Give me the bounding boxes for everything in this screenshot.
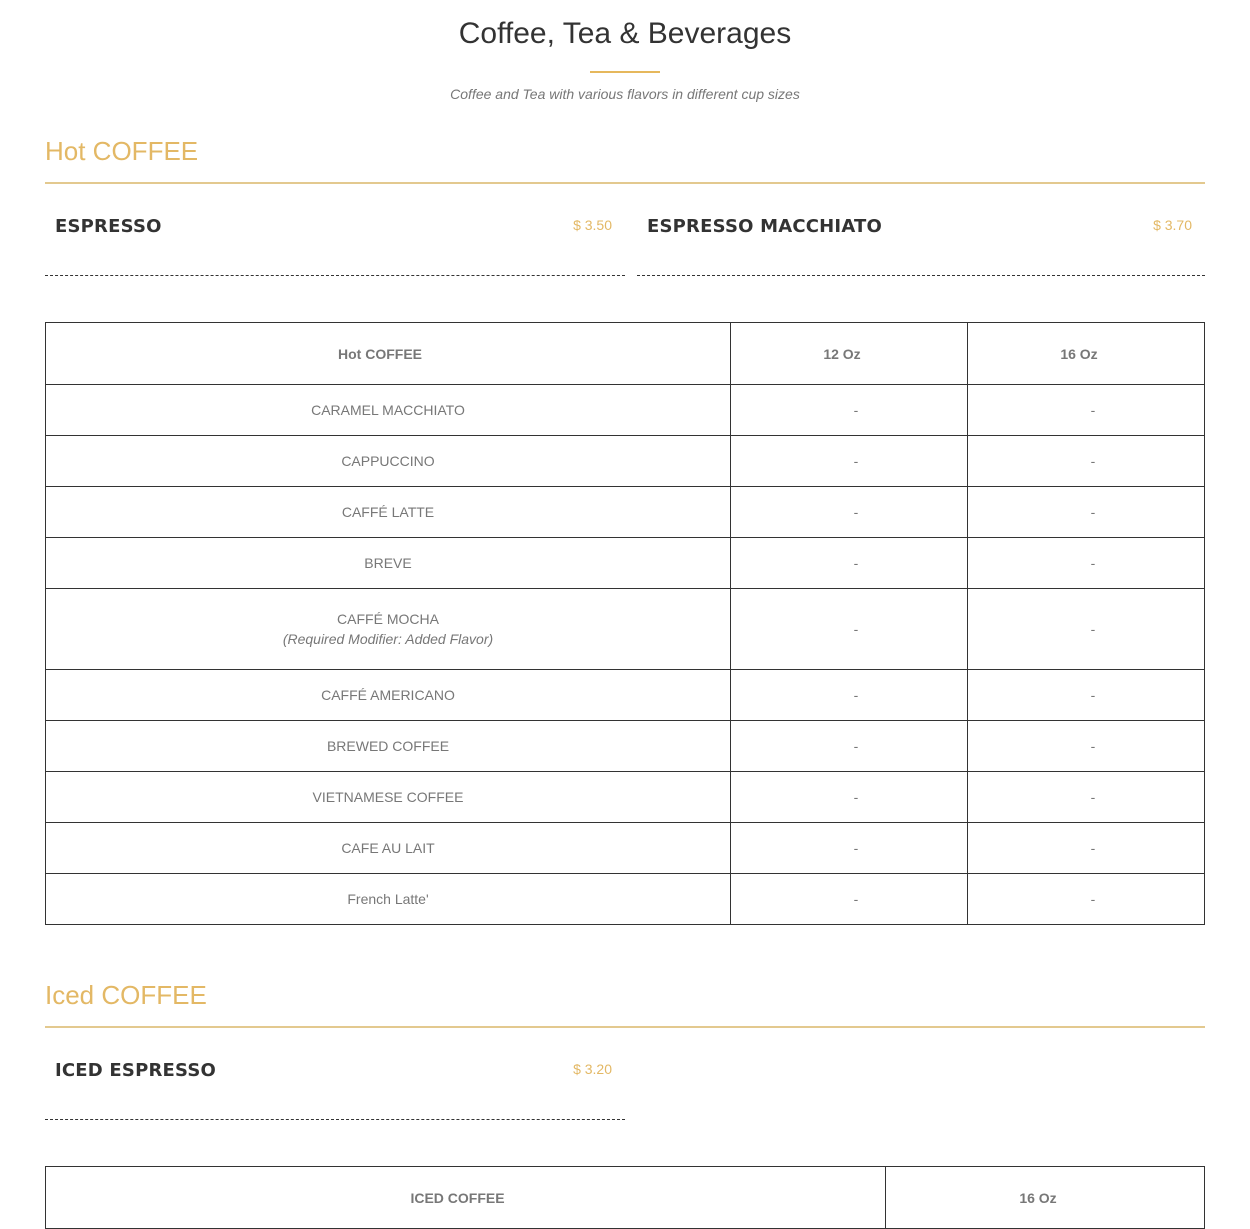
drink-cell [46, 589, 731, 670]
table-header-row [46, 323, 1205, 385]
section-title-hot-coffee: Hot COFFEE [45, 136, 199, 166]
price-12oz: - [731, 874, 968, 925]
item-name: ESPRESSO MACCHIATO [647, 216, 883, 237]
price-12oz: - [731, 538, 968, 589]
drink-name: CAFE AU LAIT [46, 823, 731, 874]
table-row[interactable] [46, 436, 1205, 487]
table-row[interactable] [46, 487, 1205, 538]
title-divider [590, 71, 660, 73]
table-row[interactable] [46, 772, 1205, 823]
item-price: $ 3.50 [573, 217, 612, 233]
menu-item-espresso[interactable] [45, 184, 625, 276]
table-row[interactable] [46, 823, 1205, 874]
price-12oz: - [731, 589, 968, 670]
price-16oz: - [968, 436, 1205, 487]
column-header-item: ICED COFFEE [46, 1167, 886, 1229]
price-16oz: - [968, 772, 1205, 823]
price-12oz: - [731, 436, 968, 487]
table-row[interactable] [46, 874, 1205, 925]
menu-item-espresso-macchiato[interactable] [637, 184, 1205, 276]
price-16oz: - [968, 589, 1205, 670]
drink-name: CAPPUCCINO [46, 436, 731, 487]
price-16oz: - [968, 823, 1205, 874]
price-12oz: - [731, 487, 968, 538]
drink-name: BREWED COFFEE [46, 721, 731, 772]
table-row[interactable] [46, 670, 1205, 721]
price-16oz: - [968, 385, 1205, 436]
section-title-iced-coffee: Iced COFFEE [45, 980, 207, 1010]
table-row[interactable] [46, 721, 1205, 772]
drink-name: CAFFÉ MOCHA [337, 611, 439, 627]
table-row[interactable] [46, 589, 1205, 670]
hot-coffee-price-table [45, 322, 1205, 925]
price-12oz: - [731, 823, 968, 874]
column-header-16oz: 16 Oz [886, 1167, 1205, 1229]
item-price: $ 3.70 [1153, 217, 1192, 233]
drink-name: CAFFÉ LATTE [46, 487, 731, 538]
table-row[interactable] [46, 538, 1205, 589]
price-16oz: - [968, 538, 1205, 589]
price-12oz: - [731, 721, 968, 772]
drink-name: French Latte' [46, 874, 731, 925]
column-header-item: Hot COFFEE [46, 323, 731, 385]
price-16oz: - [968, 670, 1205, 721]
drink-name: BREVE [46, 538, 731, 589]
price-12oz: - [731, 385, 968, 436]
price-12oz: - [731, 670, 968, 721]
price-16oz: - [968, 721, 1205, 772]
table-header-row [46, 1167, 1205, 1229]
page-title: Coffee, Tea & Beverages [458, 17, 792, 50]
drink-name: CAFFÉ AMERICANO [46, 670, 731, 721]
iced-coffee-price-table [45, 1166, 1205, 1229]
price-12oz: - [731, 772, 968, 823]
drink-modifier-note: (Required Modifier: Added Flavor) [282, 631, 494, 647]
drink-name: VIETNAMESE COFFEE [46, 772, 731, 823]
menu-item-iced-espresso[interactable] [45, 1028, 625, 1120]
price-16oz: - [968, 487, 1205, 538]
item-price: $ 3.20 [573, 1061, 612, 1077]
item-name: ESPRESSO [55, 216, 162, 237]
table-row[interactable] [46, 385, 1205, 436]
drink-name: CARAMEL MACCHIATO [46, 385, 731, 436]
price-16oz: - [968, 874, 1205, 925]
item-name: ICED ESPRESSO [55, 1060, 217, 1081]
page-subtitle: Coffee and Tea with various flavors in different cup sizes [450, 86, 800, 102]
column-header-16oz: 16 Oz [968, 323, 1205, 385]
column-header-12oz: 12 Oz [731, 323, 968, 385]
